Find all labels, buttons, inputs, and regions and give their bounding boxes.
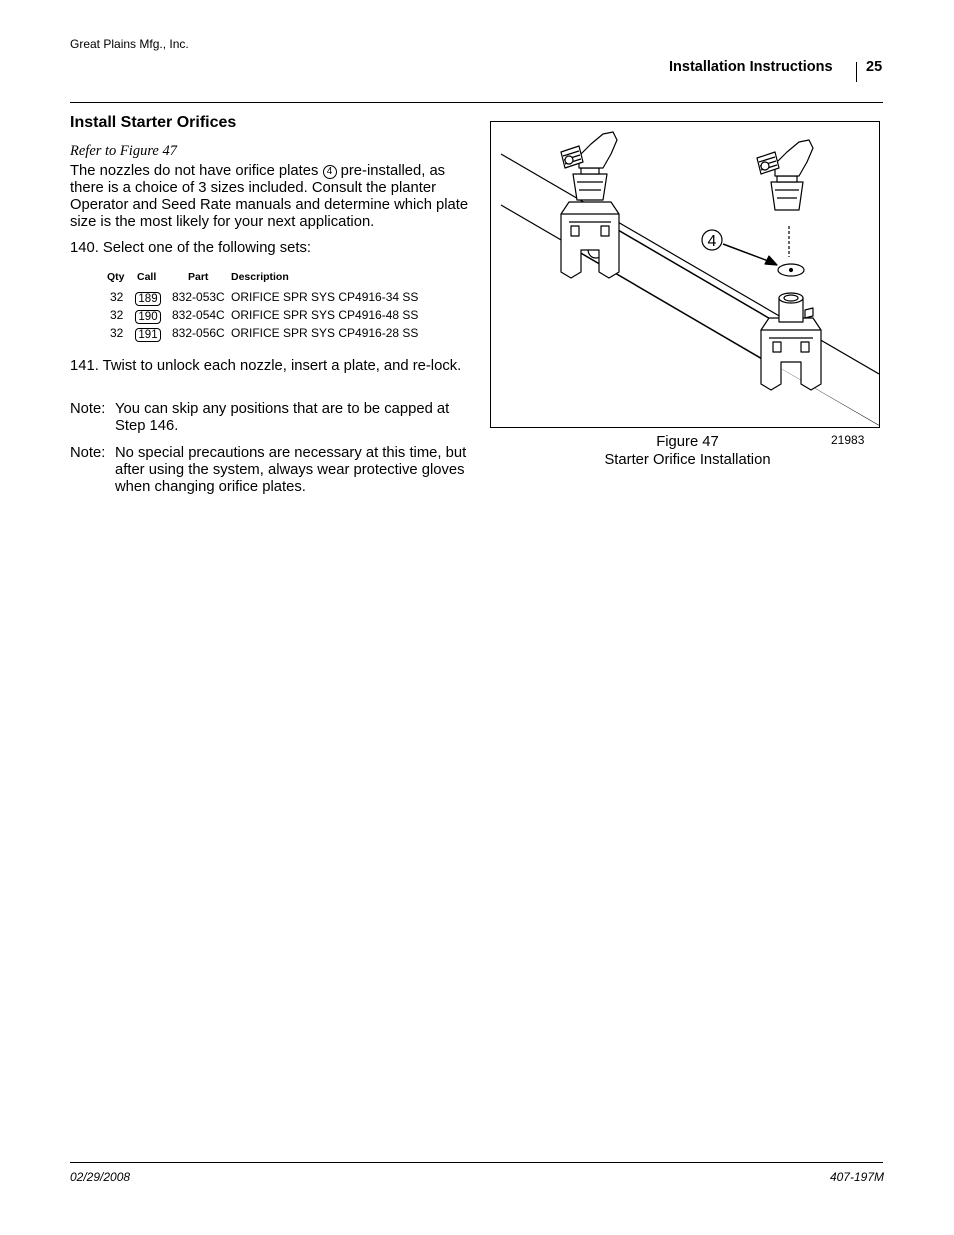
table-row-2-part: 832-054C xyxy=(172,308,225,322)
step-140: 140. Select one of the following sets: xyxy=(70,240,312,256)
note-text: You can skip any positions that are to be capped at Step 146. xyxy=(115,401,450,434)
table-row-3-description: ORIFICE SPR SYS CP4916-28 SS xyxy=(231,326,419,340)
table-row-2-qty: 32 xyxy=(110,308,124,322)
intro-text-start: The nozzles do not have orifice plates xyxy=(70,163,323,179)
table-header-call: Call xyxy=(137,271,157,283)
table-row-2-description: ORIFICE SPR SYS CP4916-48 SS xyxy=(231,308,419,322)
starter-orifice-illustration xyxy=(491,122,879,427)
table-row-1-qty: 32 xyxy=(110,290,124,304)
table-header-description: Description xyxy=(231,271,289,283)
table-row-1-call xyxy=(135,291,161,306)
figure-47-frame xyxy=(490,121,880,428)
page-number: 25 xyxy=(866,59,883,75)
table-row-3-part: 832-056C xyxy=(172,326,225,340)
figure-title: Starter Orifice Installation xyxy=(604,452,771,468)
step-141: 141. Twist to unlock each nozzle, insert a plate, and re-lock. xyxy=(70,358,462,374)
section-title: Installation Instructions xyxy=(669,59,833,75)
call-badge: 190 xyxy=(135,310,161,324)
table-header-part: Part xyxy=(188,271,209,283)
table-row-2-call xyxy=(135,309,161,324)
art-number: 21983 xyxy=(831,433,865,447)
callout-4-inline: 4 xyxy=(323,165,337,179)
figure-caption xyxy=(600,433,775,469)
call-badge: 191 xyxy=(135,328,161,342)
intro-paragraph xyxy=(70,163,470,231)
footer-rule xyxy=(70,1162,883,1163)
note-label: Note: xyxy=(70,445,106,461)
table-row-1-description: ORIFICE SPR SYS CP4916-34 SS xyxy=(231,290,419,304)
note-precautions xyxy=(70,445,470,497)
note-label: Note: xyxy=(70,401,106,417)
section-heading: Install Starter Orifices xyxy=(70,114,237,131)
footer-doc-number: 407-197M xyxy=(829,1170,884,1184)
call-badge: 189 xyxy=(135,292,161,306)
table-row-3-qty: 32 xyxy=(110,326,124,340)
table-row-1-part: 832-053C xyxy=(172,290,225,304)
note-skip-positions xyxy=(70,401,470,435)
intro-text-end: pre-installed, as there is a choice of 3 sizes included. Consult the planter Operator and Seed Rate manuals and determine which plate size is the most likely for your next application. xyxy=(70,163,469,230)
header-rule xyxy=(70,102,883,103)
header-separator xyxy=(856,62,857,82)
figure-number: Figure 47 xyxy=(656,434,719,450)
company-name: Great Plains Mfg., Inc. xyxy=(70,37,189,51)
note-text: No special precautions are necessary at this time, but after using the system, always wear protective gloves when changing orifice plates. xyxy=(115,445,467,495)
footer-date: 02/29/2008 xyxy=(70,1170,131,1184)
table-header-qty: Qty xyxy=(107,271,125,283)
figure-reference: Refer to Figure 47 xyxy=(70,143,177,159)
table-row-3-call xyxy=(135,327,161,342)
figure-callout-4: 4 xyxy=(707,233,717,250)
